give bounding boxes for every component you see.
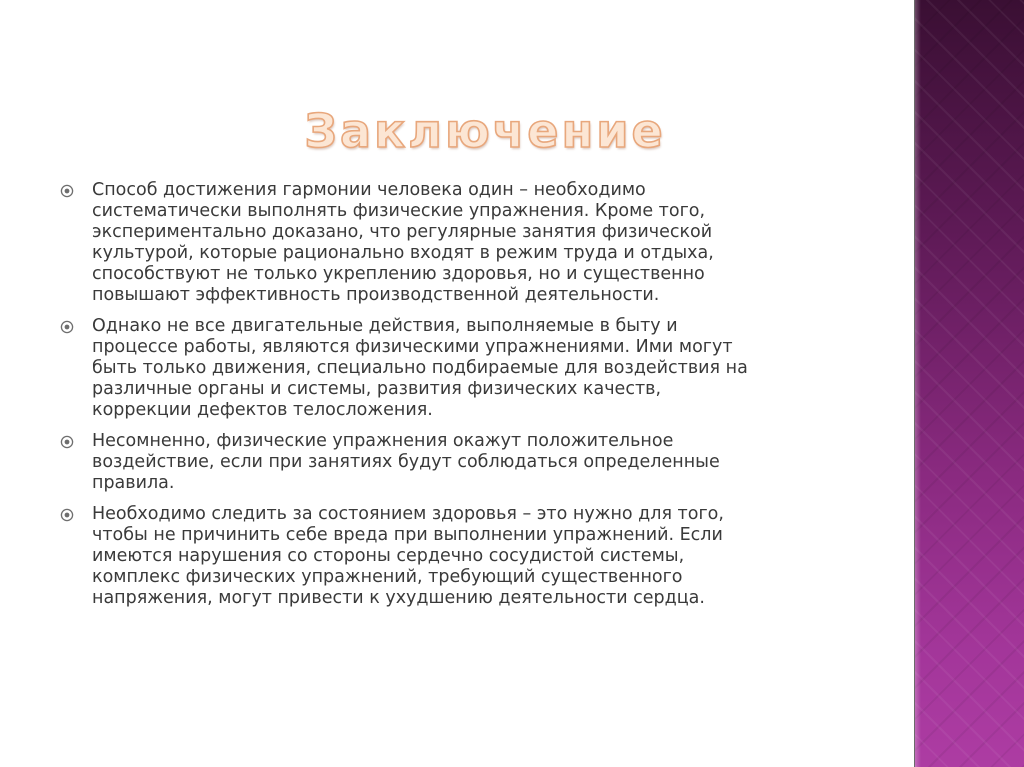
list-item	[60, 316, 860, 421]
circled-dot-bullet-icon	[60, 435, 74, 449]
bullet-text: Однако не все двигательные действия, выполняемые в быту и процессе работы, являются физическими упражнениями. Ими могут быть только движения, специально подбираемые для воздействия на различные органы и системы, развития физических качеств, коррекции дефектов телосложения.	[92, 316, 748, 420]
bullet-text: Способ достижения гармонии человека один – необходимо систематически выполнять физические упражнения. Кроме того, экспериментально доказано, что регулярные занятия физической культурой, которые рационально входят в режим труда и отдыха, способствуют не только укреплению здоровья, но и существенно повышают эффективность производственной деятельности.	[92, 180, 714, 305]
list-item	[60, 431, 860, 494]
list-item	[60, 180, 860, 306]
circled-dot-bullet-icon	[60, 320, 74, 334]
slide-title: Заключение	[304, 104, 666, 158]
list-item	[60, 504, 860, 609]
circled-dot-bullet-icon	[60, 508, 74, 522]
bullet-list	[60, 180, 860, 619]
bullet-text: Необходимо следить за состоянием здоровья – это нужно для того, чтобы не причинить себе вреда при выполнении упражнений. Если имеются нарушения со стороны сердечно сосудистой системы, комплекс физических упражнений, требующий существенного напряжения, могут привести к ухудшению деятельности сердца.	[92, 504, 724, 608]
bullet-text: Несомненно, физические упражнения окажут положительное воздействие, если при занятиях будут соблюдаться определенные правила.	[92, 431, 720, 493]
circled-dot-bullet-icon	[60, 184, 74, 198]
